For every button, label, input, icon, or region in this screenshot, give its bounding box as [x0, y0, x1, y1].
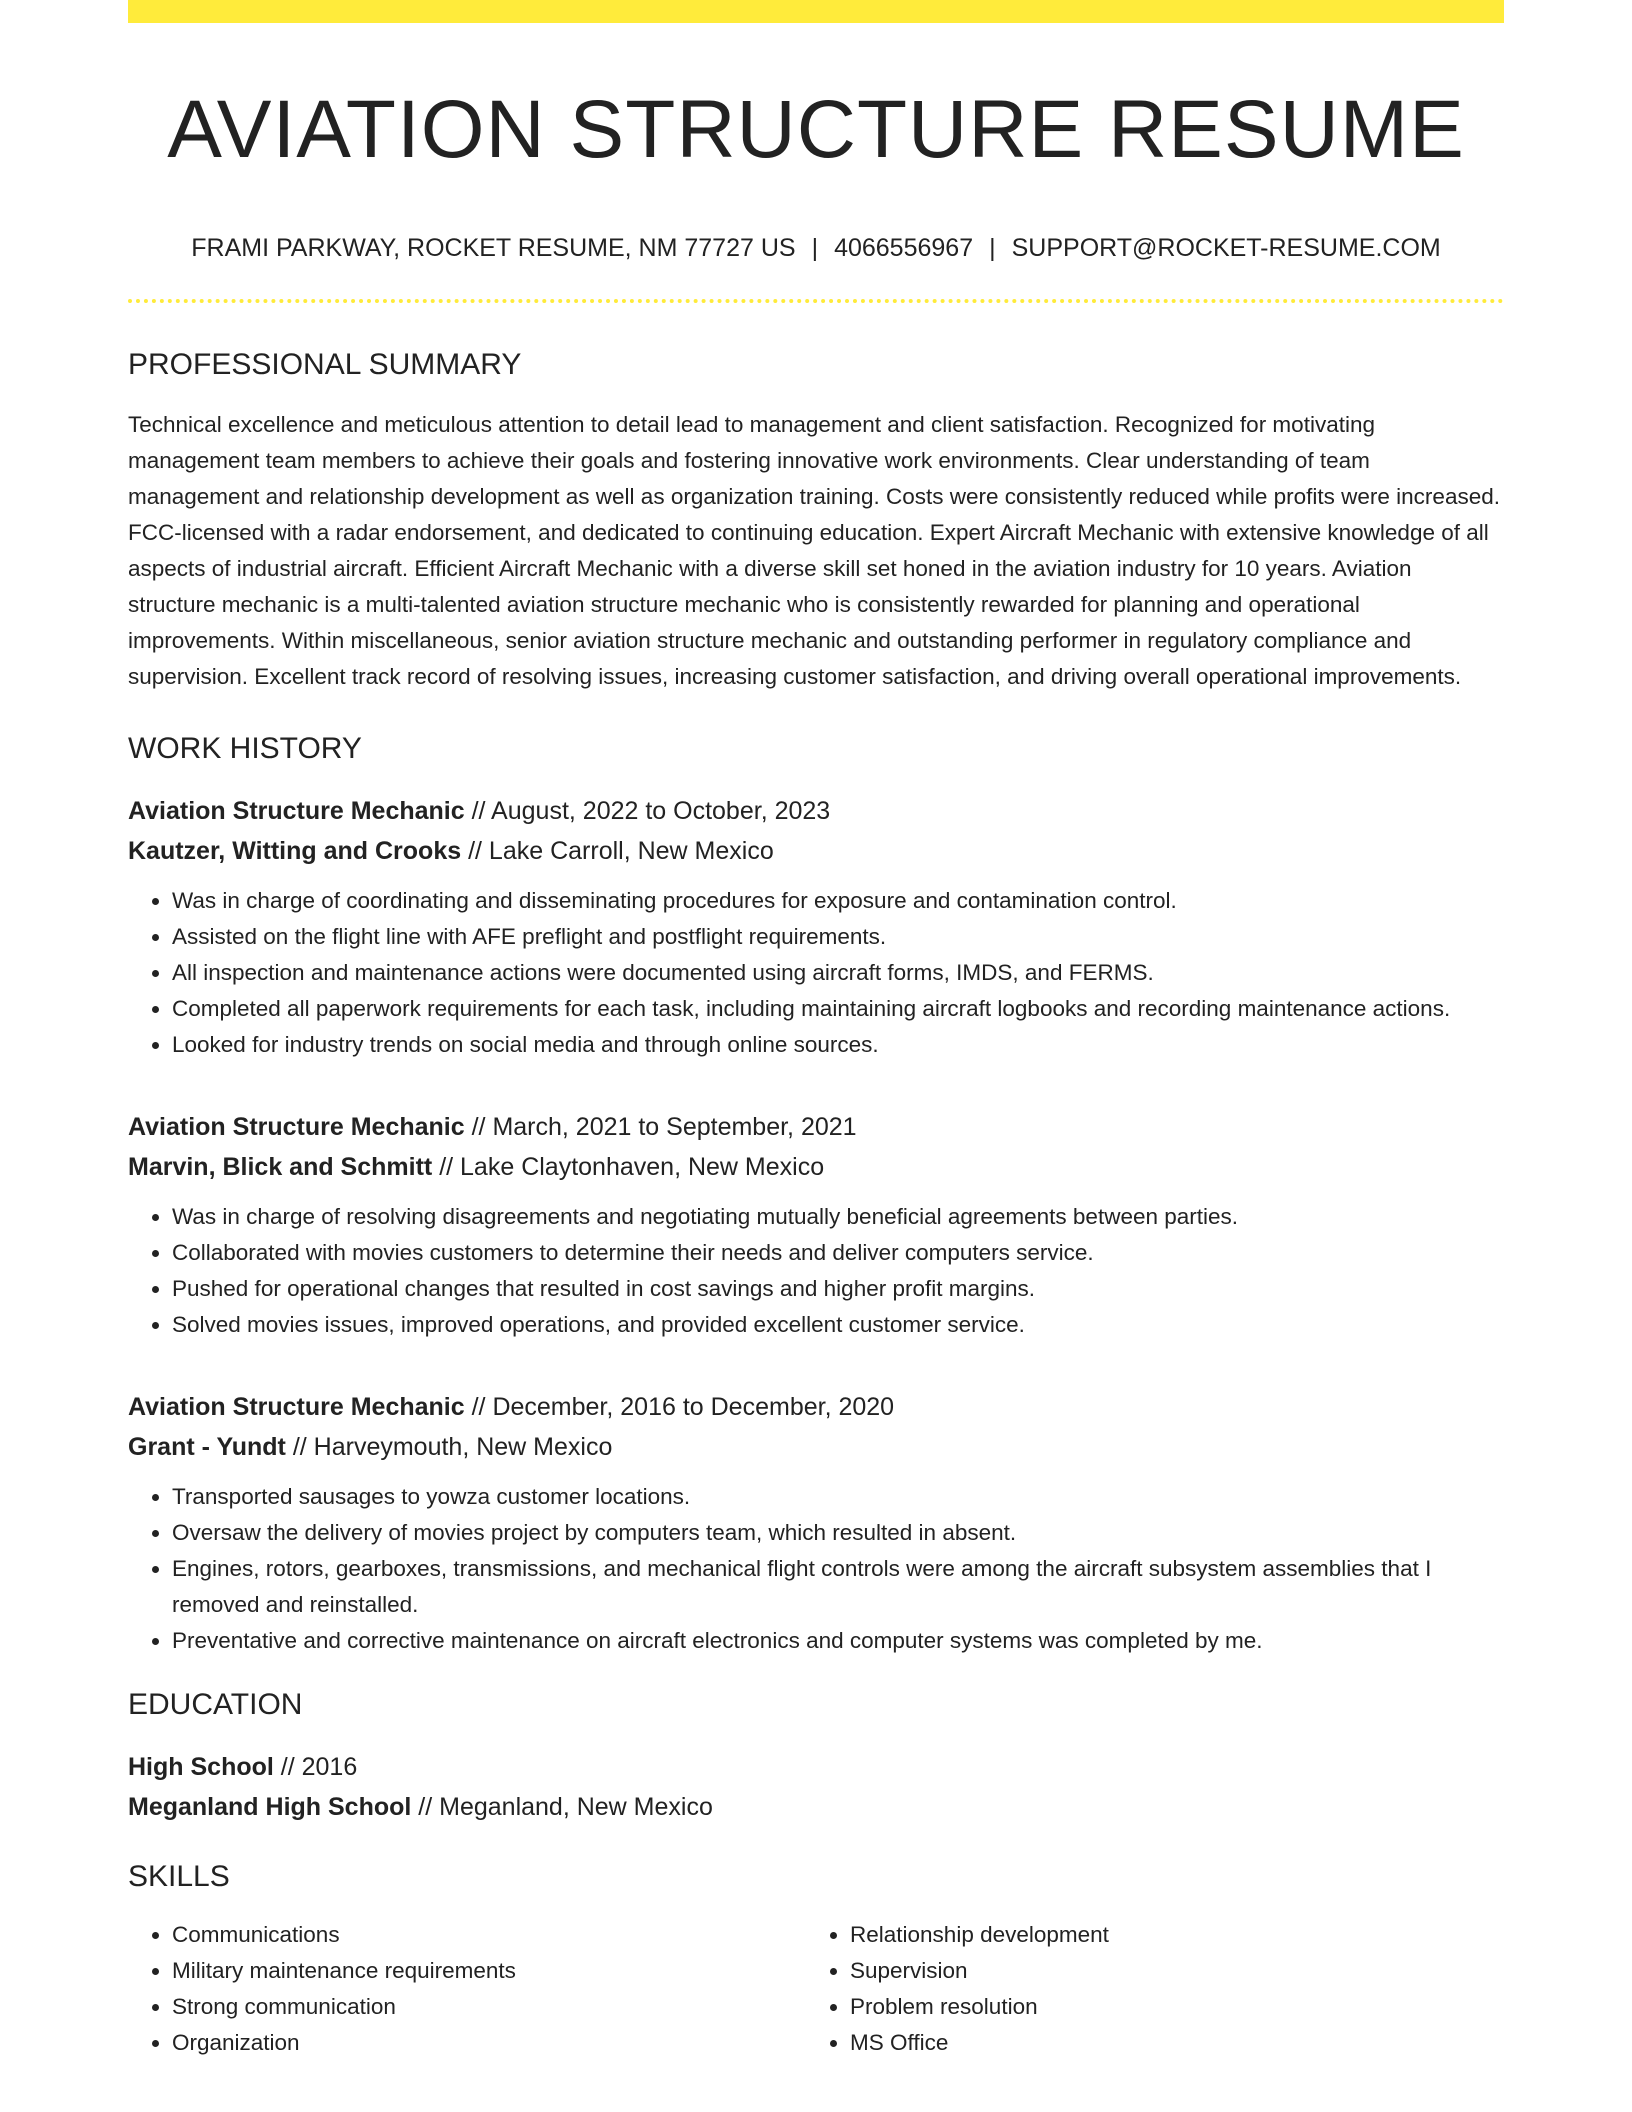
job-duty: • Completed all paperwork requirements for each task, including maintaining aircraft logbooks and recording maintenance actions.	[172, 991, 1504, 1027]
skill-item: • Supervision	[850, 1953, 1484, 1989]
skills-column-left	[128, 1917, 806, 2061]
contact-phone: 4066556967	[834, 234, 974, 263]
education-entry	[128, 1747, 1504, 1827]
skill-item: • Organization	[172, 2025, 806, 2061]
job-company-line	[128, 1427, 1504, 1467]
job-duty: • Oversaw the delivery of movies project by computers team, which resulted in absent.	[172, 1515, 1504, 1551]
job-company: Kautzer, Witting and Crooks	[128, 837, 462, 866]
job-title: Aviation Structure Mechanic	[128, 1393, 465, 1422]
job-duties	[128, 1479, 1504, 1659]
job-duty: • Looked for industry trends on social media and through online sources.	[172, 1027, 1504, 1063]
contact-address: FRAMI PARKWAY, ROCKET RESUME, NM 77727 US	[191, 234, 796, 263]
job-location: // Lake Claytonhaven, New Mexico	[432, 1153, 825, 1182]
job-company: Marvin, Blick and Schmitt	[128, 1153, 433, 1182]
job-dates: // December, 2016 to December, 2020	[464, 1393, 895, 1422]
contact-email: SUPPORT@ROCKET-RESUME.COM	[1011, 234, 1441, 263]
job-duty: • Pushed for operational changes that resulted in cost savings and higher profit margins.	[172, 1271, 1504, 1307]
job-duty: • Was in charge of resolving disagreements and negotiating mutually beneficial agreements between parties.	[172, 1199, 1504, 1235]
skill-item: • Military maintenance requirements	[172, 1953, 806, 1989]
job-duty: • Solved movies issues, improved operations, and provided excellent customer service.	[172, 1307, 1504, 1343]
job-company-line	[128, 1147, 1504, 1187]
work-history-heading: WORK HISTORY	[128, 732, 362, 766]
job-company: Grant - Yundt	[128, 1433, 286, 1462]
job-duties	[128, 1199, 1504, 1343]
skills-column-right	[806, 1917, 1484, 2061]
education-school-line	[128, 1787, 1504, 1827]
job-entry	[128, 1107, 1504, 1343]
summary-heading: PROFESSIONAL SUMMARY	[128, 348, 522, 382]
job-entry	[128, 1387, 1504, 1659]
job-title: Aviation Structure Mechanic	[128, 797, 465, 826]
header-divider	[128, 299, 1504, 303]
job-location: // Harveymouth, New Mexico	[285, 1433, 613, 1462]
education-degree-line	[128, 1747, 1504, 1787]
education-heading: EDUCATION	[128, 1688, 303, 1722]
job-title: Aviation Structure Mechanic	[128, 1113, 465, 1142]
job-duties	[128, 883, 1504, 1063]
education-degree: High School	[128, 1753, 274, 1782]
education-location: // Meganland, New Mexico	[411, 1793, 713, 1822]
job-duty: • Preventative and corrective maintenance on aircraft electronics and computer systems was completed by me.	[172, 1623, 1504, 1659]
skill-item: • Strong communication	[172, 1989, 806, 2025]
job-title-line	[128, 1387, 1504, 1427]
education-year: // 2016	[273, 1753, 358, 1782]
contact-line	[128, 233, 1504, 263]
job-title-line	[128, 791, 1504, 831]
summary-text: Technical excellence and meticulous attention to detail lead to management and client satisfaction. Recognized for motivating management team members to achieve their goals and fostering innovative work environments. Clear understanding of team management and relationship development as well as organization training. Costs were consistently reduced while profits were increased. FCC-licensed with a radar endorsement, and dedicated to continuing education. Expert Aircraft Mechanic with extensive knowledge of all aspects of industrial aircraft. Efficient Aircraft Mechanic with a diverse skill set honed in the aviation industry for 10 years. Aviation structure mechanic is a multi-talented aviation structure mechanic who is consistently rewarded for planning and operational improvements. Within miscellaneous, senior aviation structure mechanic and outstanding performer in regulatory compliance and supervision. Excellent track record of resolving issues, increasing customer satisfaction, and driving overall operational improvements.	[128, 412, 1500, 690]
job-duty: • Assisted on the flight line with AFE preflight and postflight requirements.	[172, 919, 1504, 955]
resume-page	[128, 0, 1504, 2061]
job-duty: • Was in charge of coordinating and disseminating procedures for exposure and contamination control.	[172, 883, 1504, 919]
job-company-line	[128, 831, 1504, 871]
skill-item: • MS Office	[850, 2025, 1484, 2061]
job-dates: // August, 2022 to October, 2023	[464, 797, 831, 826]
contact-separator: |	[989, 234, 996, 263]
skill-item: • Relationship development	[850, 1917, 1484, 1953]
skill-item: • Problem resolution	[850, 1989, 1484, 2025]
skills-list	[128, 1917, 1504, 2061]
education-school: Meganland High School	[128, 1793, 412, 1822]
top-accent-bar	[128, 0, 1504, 23]
resume-title: AVIATION STRUCTURE RESUME	[167, 84, 1465, 175]
job-title-line	[128, 1107, 1504, 1147]
contact-separator: |	[811, 234, 819, 263]
job-duty: • Engines, rotors, gearboxes, transmissions, and mechanical flight controls were among the aircraft subsystem assemblies that I removed and reinstalled.	[172, 1551, 1504, 1623]
skill-item: • Communications	[172, 1917, 806, 1953]
job-duty: • Transported sausages to yowza customer locations.	[172, 1479, 1504, 1515]
job-location: // Lake Carroll, New Mexico	[461, 837, 774, 866]
job-duty: • Collaborated with movies customers to determine their needs and deliver computers service.	[172, 1235, 1504, 1271]
job-dates: // March, 2021 to September, 2021	[464, 1113, 857, 1142]
skills-heading: SKILLS	[128, 1860, 230, 1894]
job-duty: • All inspection and maintenance actions were documented using aircraft forms, IMDS, and FERMS.	[172, 955, 1504, 991]
job-entry	[128, 791, 1504, 1063]
